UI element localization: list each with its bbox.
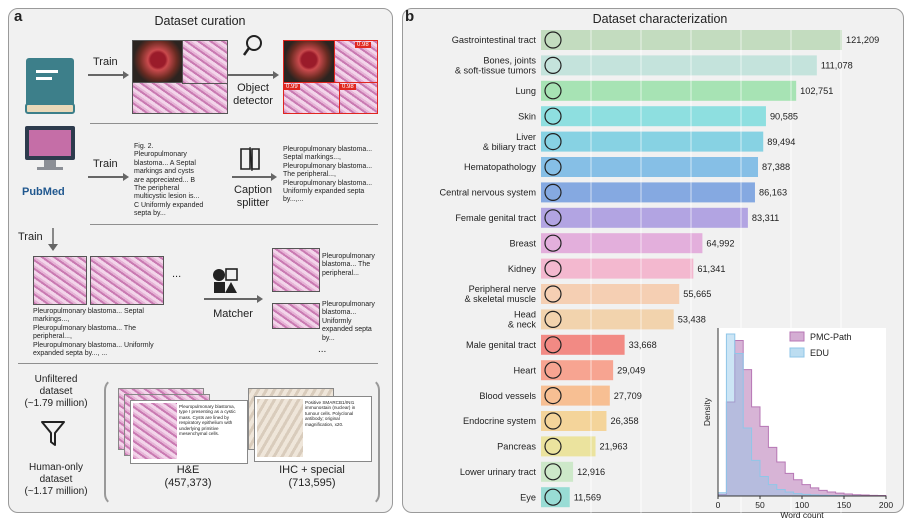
x-tick-label: 100 bbox=[794, 500, 810, 510]
confidence-tag-2: 0.99 bbox=[286, 84, 298, 90]
category-label-line: Gastrointestinal tract bbox=[451, 35, 536, 46]
matched-caption-1: Pleuropulmonary blastoma... The peripheral... bbox=[322, 253, 375, 277]
train-label-2: Train bbox=[93, 158, 118, 170]
value-label: 33,668 bbox=[628, 340, 657, 350]
value-label: 90,585 bbox=[769, 111, 799, 122]
x-axis-label: Word count bbox=[780, 510, 824, 520]
caption-splitter-label: Caption splitter bbox=[234, 184, 272, 209]
category-label-line: Kidney bbox=[507, 263, 536, 274]
category-label-line: Blood vessels bbox=[479, 390, 536, 401]
legend-label: PMC-Path bbox=[810, 332, 852, 342]
confidence-tag-1: 0.98 bbox=[357, 42, 369, 48]
y-axis-label: Density bbox=[702, 397, 712, 427]
matched-caption-2: Pleuropulmonary blastoma... Uniformly expanded septa by... bbox=[322, 301, 375, 342]
value-label: 89,494 bbox=[767, 136, 796, 147]
train-label-1: Train bbox=[93, 56, 118, 68]
panel-b-label: b bbox=[405, 8, 415, 25]
value-label: 87,388 bbox=[762, 162, 791, 173]
category-label-line: Skin bbox=[518, 111, 536, 122]
category-label-line: Heart bbox=[513, 365, 536, 376]
he-label: H&E (457,373) bbox=[164, 464, 212, 489]
value-label: 64,992 bbox=[706, 238, 735, 249]
unfiltered-dataset-label: Unfiltered dataset (~1.79 million) bbox=[24, 374, 88, 409]
value-label: 111,078 bbox=[820, 60, 853, 71]
split-caption-text: Pleuropulmonary blastoma... Septal markings..., Pleuropulmonary blastoma... The peripheral..., Pleuropulmonary blastoma... Uniformly expanded septa by...,... bbox=[283, 146, 373, 204]
value-label: 55,665 bbox=[683, 289, 712, 300]
value-label: 29,049 bbox=[617, 365, 646, 376]
value-label: 86,163 bbox=[758, 187, 788, 198]
category-label-line: Lung bbox=[515, 86, 536, 96]
value-label: 11,569 bbox=[573, 492, 602, 503]
category-label-line: Female genital tract bbox=[455, 213, 536, 223]
category-label-line: Lower urinary tract bbox=[459, 467, 536, 477]
subfigure-ellipsis: ... bbox=[172, 268, 182, 280]
value-label: 21,963 bbox=[599, 441, 628, 452]
value-label: 121,209 bbox=[846, 35, 880, 46]
category-label-line: Head bbox=[514, 309, 536, 320]
object-detector-label: Object detector bbox=[233, 82, 273, 107]
value-label: 61,341 bbox=[697, 263, 726, 274]
ihc-label: IHC + special (713,595) bbox=[279, 464, 345, 489]
category-label-line: & neck bbox=[507, 319, 536, 330]
legend-label: EDU bbox=[810, 348, 830, 358]
train-label-3: Train bbox=[18, 231, 43, 243]
category-label-line: Pancreas bbox=[497, 441, 536, 452]
category-label-line: Male genital tract bbox=[466, 340, 536, 350]
category-label-line: Eye bbox=[520, 492, 536, 503]
category-label-line: & biliary tract bbox=[482, 141, 536, 152]
panel-a-title: Dataset curation bbox=[154, 14, 246, 28]
value-label: 26,358 bbox=[610, 416, 639, 427]
he-example-caption: Pleuropulmonary blastoma, type I presenting as a cystic mass. Cysts are lined by respiratory epithelium with underlying primitive mesenchymal cells. bbox=[179, 404, 236, 437]
x-tick-label: 50 bbox=[755, 500, 765, 510]
category-label-line: Hematopathology bbox=[463, 162, 536, 173]
subcaption-list: Pleuropulmonary blastoma... Septal markings..., Pleuropulmonary blastoma... The peripheral..., Pleuropulmonary blastoma... Uniformly expanded septa by..., ... bbox=[33, 308, 154, 358]
legend-swatch bbox=[790, 348, 804, 357]
x-tick-label: 200 bbox=[878, 500, 894, 510]
category-label-line: Breast bbox=[509, 238, 536, 249]
category-label-line: Central nervous system bbox=[439, 187, 536, 198]
value-label: 83,311 bbox=[751, 213, 780, 223]
ihc-example-caption: Positive SMARCB1/INI1 immunostain (nuclear) in tumour cells. Polyclonal antibody; original magnification, x20. bbox=[305, 400, 356, 427]
matcher-label: Matcher bbox=[213, 308, 253, 320]
human-only-dataset-label: Human-only dataset (~1.17 million) bbox=[24, 462, 88, 497]
x-tick-label: 150 bbox=[836, 500, 852, 510]
value-label: 102,751 bbox=[800, 86, 834, 96]
category-label-line: & soft-tissue tumors bbox=[454, 65, 536, 76]
value-label: 27,709 bbox=[613, 390, 642, 401]
panel-a-label: a bbox=[14, 8, 23, 25]
value-label: 53,438 bbox=[677, 314, 706, 325]
matched-ellipsis: ... bbox=[318, 344, 327, 355]
value-label: 12,916 bbox=[577, 467, 606, 477]
confidence-tag-3: 0.98 bbox=[342, 84, 354, 90]
category-label-line: Liver bbox=[516, 131, 536, 142]
panel-b-title: Dataset characterization bbox=[592, 12, 728, 26]
category-label-line: Bones, joints bbox=[483, 55, 536, 66]
legend-swatch bbox=[790, 332, 804, 341]
pubmed-logo-text: PubMed bbox=[22, 186, 65, 198]
category-label-line: Endocrine system bbox=[462, 416, 536, 427]
category-label-line: Peripheral nerve bbox=[468, 284, 536, 295]
raw-caption-text: Fig. 2. Pleuropulmonary blastoma... A Septal markings and cysts are appreciated... B The peripheral multicystic lesion is... C Uniformly expanded septa by... bbox=[134, 143, 204, 218]
category-label-line: & skeletal muscle bbox=[464, 294, 536, 305]
x-tick-label: 0 bbox=[715, 500, 721, 510]
